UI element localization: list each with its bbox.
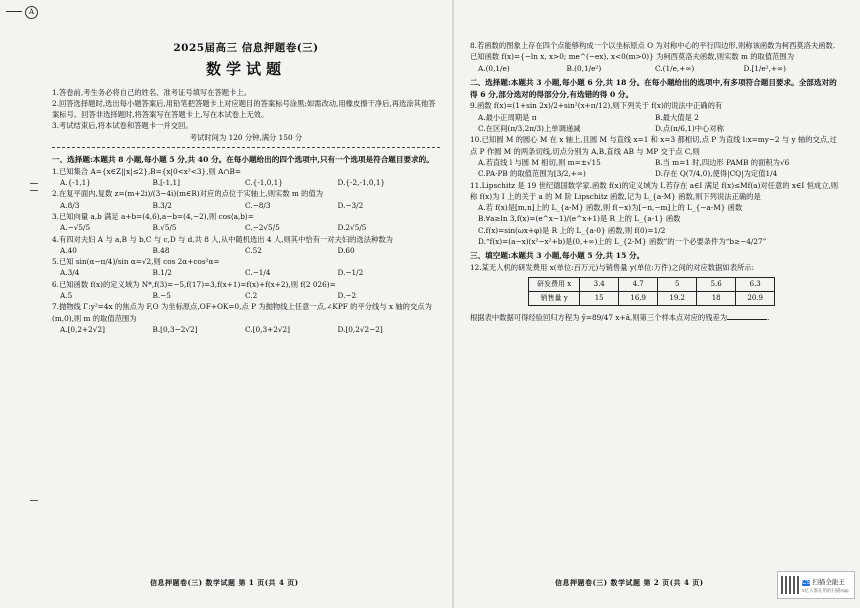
option: D.−2 (337, 291, 357, 301)
option: A.8/3 (60, 200, 80, 210)
question-stem: 6.已知函数 f(x)的定义域为 N*,f(3)=−5,f(17)=3,f(x+1)=f(x)+f(x+2),则 f(2 026)= (52, 279, 336, 289)
scanner-badge (777, 571, 855, 599)
question-stem: 根据表中数据可得经验回归方程为 ŷ=89/47 x+â,则第三个样本点对应的残差为 . (470, 313, 770, 323)
option: C.[0,3+2√2] (245, 324, 290, 334)
option: D.60 (337, 245, 355, 255)
options-row (52, 267, 440, 278)
question-stem: 1.已知集合 A={x∈Z||x|≤2},B={x|0<x²<3},则 A∩B= (52, 166, 241, 176)
question-stem: 10.已知圆 M 的圆心 M 在 x 轴上,且圆 M 与直线 x=1 和 x=3 都相切,点 P 为直线 l:x=my−2 与 y 轴的交点,过点 P 作圆 M 的两条切线,切点分别为 A,B,直线 AB 与 MP 交于点 C,则 (470, 135, 837, 156)
question-stem: 2.在复平面内,复数 z=(m+2i)/(3−4i)(m∈R)对应的点位于实轴上,则实数 m 的值为 (52, 189, 324, 199)
right-page (470, 40, 842, 323)
table-cell: 6.3 (736, 278, 775, 292)
option: B.最大值是 2 (655, 112, 699, 122)
section-heading: 二、选择题:本题共 3 小题,每小题 6 分,共 18 分。在每小题给出的选项中,有多项符合题目要求。全部选对的得 6 分,部分选对的得部分分,有选错的得 0 分。 (470, 77, 837, 99)
paper-version-seal: A (25, 6, 38, 19)
badge-text (802, 577, 849, 594)
table-cell: 5.6 (697, 278, 736, 292)
options-row (470, 168, 842, 179)
instruction: 1.答卷前,考生务必将自己的姓名、准考证号填写在答题卡上。 (52, 87, 251, 97)
table-cell: 15 (580, 292, 619, 306)
table-cell: 4.7 (619, 278, 658, 292)
option: A.40 (60, 245, 77, 255)
question-stem: 3.已知向量 a,b 满足 a+b=(4,6),a−b=(4,−2),则 cos⟨a,b⟩= (52, 211, 254, 221)
option: B.48 (152, 245, 170, 255)
question-tail: 根据表中数据可得经验回归方程为 ŷ=89/47 x+â,则第三个样本点对应的残差为 (470, 313, 728, 323)
option: A.3/4 (60, 268, 80, 278)
option: D.[1/e²,+∞) (743, 63, 786, 73)
option: D.“f(x)=(a−x)(x²−x²+b)是(0,+∞)上的 L_{2-M} 函数”的一个必要条件为“b≥−4/27” (478, 236, 767, 246)
time-score: 考试时间为 120 分钟,满分 150 分 (189, 132, 303, 142)
question-stem: 7.抛物线 Γ:y²=4x 的焦点为 F,O 为坐标原点,OF+OK=0,点 P 为抛物线上任意一点,∠KPF 的平分线与 x 轴的交点为(m,0),则 m 的取值范围为 (52, 302, 432, 323)
option: A.{-1,1} (60, 178, 91, 188)
option: B.(0,1/e²) (566, 63, 602, 73)
options-row (52, 245, 440, 256)
option: B.1/2 (152, 268, 172, 278)
table-cell: 16.9 (619, 292, 658, 306)
data-table (528, 277, 775, 306)
options-row (470, 123, 842, 134)
option: C.52 (245, 245, 262, 255)
table-cell: 销售量 y (529, 292, 580, 306)
option: D.2√5/5 (337, 223, 367, 233)
table-cell: 3.4 (580, 278, 619, 292)
options-row (470, 63, 842, 74)
margin-tick (30, 190, 38, 191)
margin-tick (30, 500, 38, 501)
option: C.−2√5/5 (245, 223, 280, 233)
page-footer: 信息押题卷(三) 数学试题 第 2 页(共 4 页) (555, 578, 704, 587)
corner-mark (6, 6, 38, 19)
option: C.f(x)=sin(ωx+φ)是 R 上的 L_{a-0} 函数,则 f(0)=1/2 (478, 225, 666, 235)
options-row (470, 157, 842, 168)
option: A.若直线 l 与圆 M 相切,则 m=±√15 (478, 157, 601, 167)
qr-code-icon (781, 576, 799, 594)
options-row (52, 324, 440, 335)
section-heading: 一、选择题:本题共 8 小题,每小题 5 分,共 40 分。在每小题给出的四个选项中,只有一个选项是符合题目要求的。 (52, 155, 434, 164)
option: C.PA·PB 的取值范围为[3/2,+∞) (478, 169, 586, 179)
question-stem: 9.函数 f(x)=(1+sin 2x)/2+sin²(x+π/12),则下列关于 f(x)的说法中正确的有 (470, 101, 723, 111)
badge-sub: 3亿人都在用的扫描App (802, 587, 849, 593)
margin-tick (30, 183, 38, 184)
option: D.{-2,-1,0,1} (337, 178, 386, 188)
table-cell: 19.2 (658, 292, 697, 306)
option: C.2 (245, 291, 258, 301)
option: D.点(π/6,1)中心对称 (655, 124, 724, 134)
question-stem: 5.已知 sin(α−π/4)/sin α=√2,则 cos 2α+cos²α= (52, 257, 220, 267)
option: A.5 (60, 291, 73, 301)
option: D.[0,2√2−2] (337, 324, 383, 334)
page-fold (452, 0, 454, 608)
option: A.(0,1/e) (478, 63, 510, 73)
subject-title: 数学试题 (205, 60, 286, 79)
option: B.√5/5 (152, 223, 177, 233)
table-row (529, 278, 775, 292)
left-page (52, 40, 440, 335)
table-cell: 18 (697, 292, 736, 306)
option: B.[0,3−2√2] (152, 324, 198, 334)
question-stem: 11.Lipschitz 是 19 世纪德国数学家.函数 f(x)的定义域为 I,若存在 a∈I 满足 f(x)≤Mf(a)对任意的 x∈I 恒成立,则称 f(x)为 I 上的关于 a 的 M 阶 Lipschitz 函数,记为 L_{a-M} 函数,则下列说法正确的是 (470, 180, 839, 201)
option: B.当 m=1 时,四边形 PAMB 的面积为√6 (655, 157, 790, 167)
instruction: 3.考试结束后,将本试卷和答题卡一并交回。 (52, 121, 193, 131)
badge-brand: 扫描全能王 (812, 578, 845, 586)
option: A.−√5/5 (60, 223, 91, 233)
options-row (470, 112, 842, 123)
section-heading: 三、填空题:本题共 3 小题,每小题 5 分,共 15 分。 (470, 251, 645, 261)
instruction: 2.回答选择题时,选出每小题答案后,用铅笔把答题卡上对应题目的答案标号涂黑;如需改动,用橡皮擦干净后,再选涂其他答案标号。回答非选择题时,将答案写在答题卡上,写在本试卷上无效。 (52, 98, 436, 120)
page-footer: 信息押题卷(三) 数学试题 第 1 页(共 4 页) (150, 578, 299, 587)
option: C.−8/3 (245, 200, 271, 210)
option: D.−1/2 (337, 268, 364, 278)
option: D.存在 Q(7/4,0),使得|CQ|为定值1/4 (655, 169, 778, 179)
option: B.−5 (152, 291, 171, 301)
options-row (52, 200, 440, 211)
options-row (52, 177, 440, 188)
table-cell: 研发费用 x (529, 278, 580, 292)
table-row (529, 292, 775, 306)
question-stem: 8.若函数的图象上存在四个点能够构成一个以坐标原点 O 为对称中心的平行四边形,则称该函数为柯西莫洛夫函数.已知函数 f(x)={−ln x, x>0; me^(−ex), x<0(m>0)} 为柯西莫洛夫函数,则实数 m 的取值范围为 (470, 41, 836, 62)
option: C.−1/4 (245, 268, 271, 278)
divider (52, 147, 440, 148)
option: B.∀a≥ln 3,f(x)=(e^x−1)/(e^x+1)是 R 上的 L_{a-1} 函数 (478, 214, 681, 224)
options-row (52, 222, 440, 233)
option: A.若 f(x)是[m,n]上的 L_{a-M} 函数,则 f(−x)为[−n,−m]上的 L_{−a-M} 函数 (478, 203, 743, 213)
options-row (52, 290, 440, 301)
option: C.在区间(π/3,2π/3)上单调递减 (478, 124, 581, 134)
option: C.(1/e,+∞) (655, 63, 695, 73)
option: D.−3/2 (337, 200, 364, 210)
option: A.[0,2+2√2] (60, 324, 105, 334)
answer-blank (727, 312, 767, 320)
option: A.最小正周期是 π (478, 112, 537, 122)
question-stem: 4.有四对夫妇 A 与 a,B 与 b,C 与 c,D 与 d,共 8 人,从中随机选出 4 人,则其中恰有一对夫妇的选法种数为 (52, 234, 393, 244)
table-cell: 5 (658, 278, 697, 292)
table-cell: 20.9 (736, 292, 775, 306)
question-stem: 12.某无人机的研发费用 x(单位:百万元)与销售量 y(单位:万件)之间的对应数据如表所示: (470, 263, 755, 273)
exam-title: 2025届高三 信息押题卷(三) (173, 42, 319, 54)
option: B.3/2 (152, 200, 172, 210)
option: B.[-1,1] (152, 178, 180, 188)
option: C.{-1,0,1} (245, 178, 283, 188)
cs-logo-icon: CS (802, 579, 811, 586)
